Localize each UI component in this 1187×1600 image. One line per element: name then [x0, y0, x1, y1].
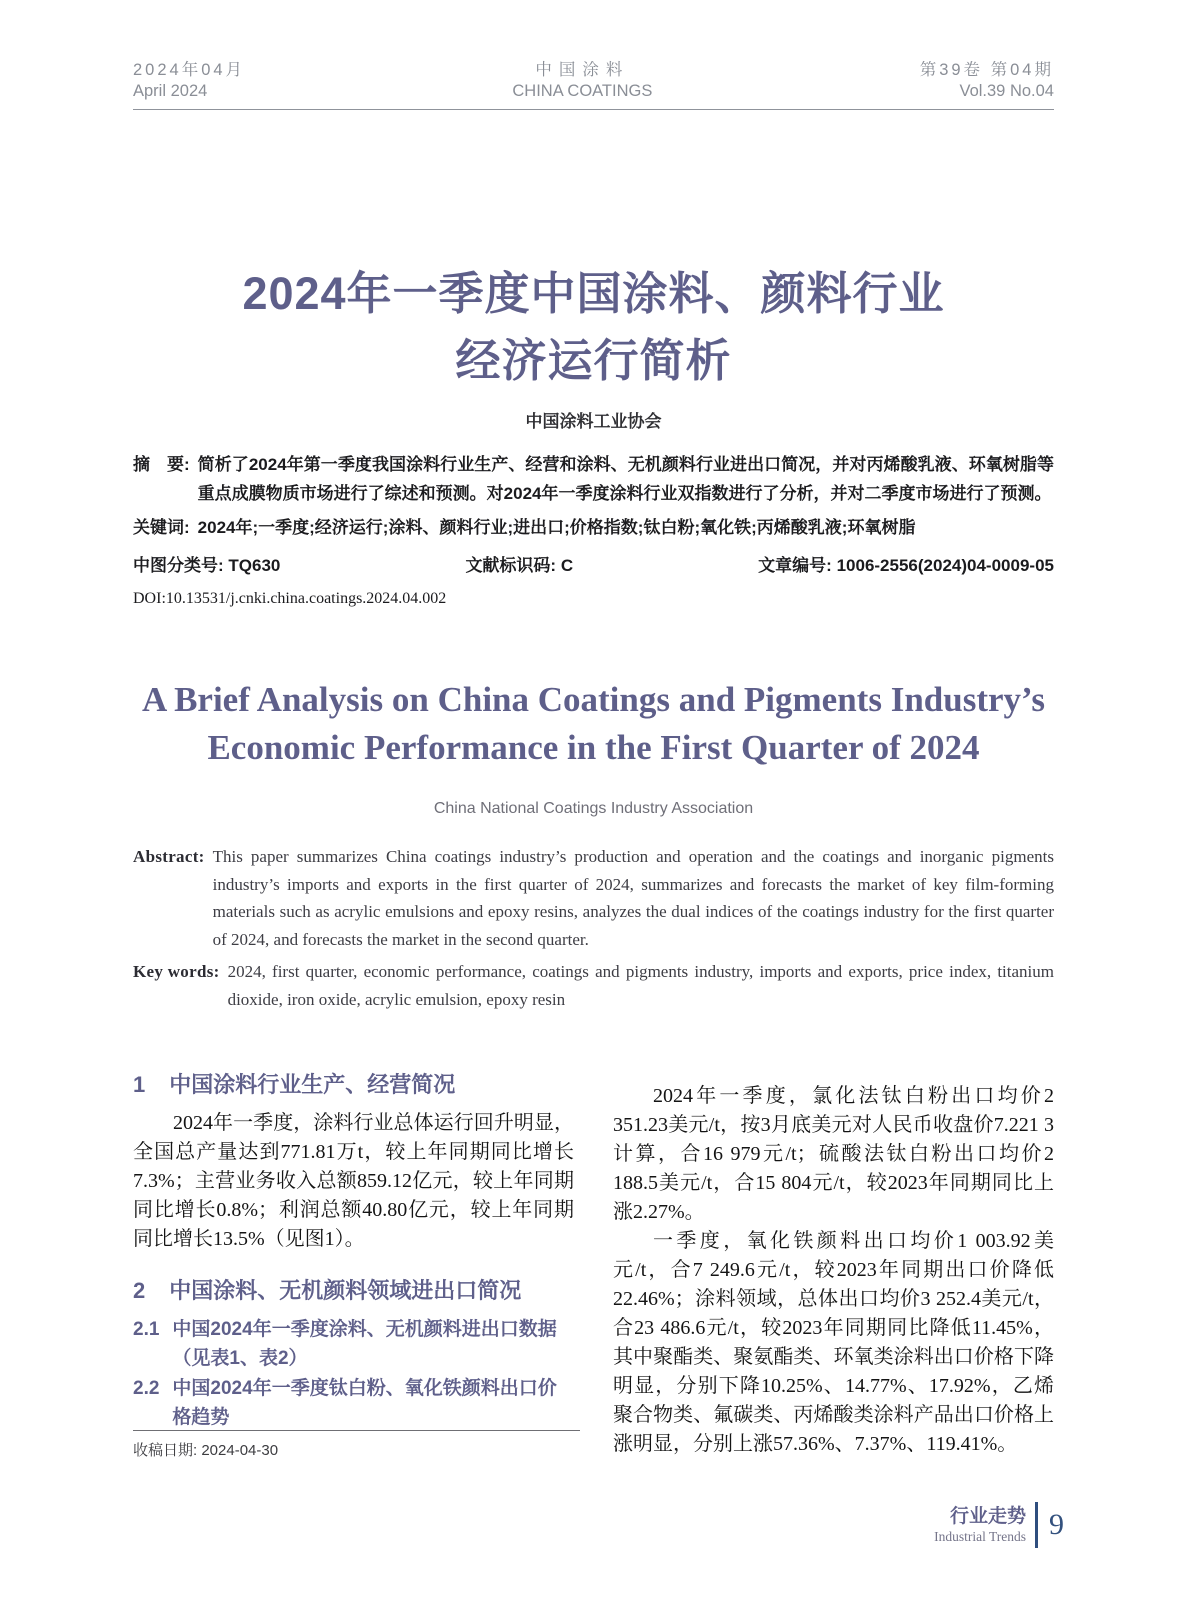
article-title-en-line1: A Brief Analysis on China Coatings and Pigments Industry’s — [141, 680, 1046, 719]
abstract-en-text: This paper summarizes China coatings industry’s production and operation and the coatings and inorganic pigments industry’s imports and exports in the first quarter of 2024, summarizes and forecasts the market of key film-forming materials such as acrylic emulsions and epoxy resins, analyzes the dual indices of the coatings industry for the first quarter of 2024, and forecasts the market in the second quarter. — [212, 847, 1054, 949]
keywords-cn-text: 2024年;一季度;经济运行;涂料、颜料行业;进出口;价格指数;钛白粉;氧化铁;丙烯酸乳液;环氧树脂 — [197, 518, 916, 537]
abstract-en-label: Abstract: — [133, 847, 205, 866]
article-title-cn-line2: 经济运行简析 — [455, 335, 732, 386]
author-en: China National Coatings Industry Association — [433, 800, 754, 817]
page-number: 9 — [1049, 1508, 1064, 1541]
section-2-heading — [133, 1276, 574, 1306]
section-2-1-number: 2.1 — [133, 1319, 160, 1340]
doi: DOI:10.13531/j.cnki.china.coatings.2024.04.002 — [133, 590, 447, 607]
article-number — [758, 555, 1054, 577]
section-1-heading — [133, 1070, 574, 1100]
column-tag-en: Industrial Trends — [934, 1528, 1026, 1544]
section-1-paragraph: 2024年一季度，涂料行业总体运行回升明显，全国总产量达到771.81万t，较上年同期同比增长7.3%；主营业务收入总额859.12亿元，较上年同期同比增长0.8%；利润总额40.80亿元，较上年同期同比增长13.5%（见图1）。 — [133, 1112, 574, 1250]
clc-value: TQ630 — [228, 556, 281, 575]
article-title-cn-line1: 2024年一季度中国涂料、颜料行业 — [242, 268, 945, 319]
section-2-number: 2 — [133, 1278, 146, 1303]
journal-name-block — [512, 60, 652, 102]
body-left-column — [133, 1062, 574, 1459]
abstract-cn — [133, 450, 1054, 508]
abstract-en — [133, 843, 1054, 953]
page-footer — [934, 1502, 1064, 1548]
keywords-cn — [133, 513, 1054, 542]
right-paragraph-2: 一季度，氧化铁颜料出口均价1 003.92美元/t，合7 249.6元/t，较2023年同期出口价降低22.46%；涂料领域，总体出口均价3 252.4美元/t，合23 486.6元/t，较2023年同期同比降低11.45%，其中聚酯类、聚氨酯类、环氧类涂料出口价格下降明显，分别下降10.25%、14.77%、17.92%，乙烯聚合物类、氟碳类、丙烯酸类涂料产品出口价格上涨明显，分别上涨57.36%、7.37%、119.41%。 — [613, 1230, 1054, 1455]
section-1-number: 1 — [133, 1072, 146, 1097]
section-2-1-heading — [133, 1315, 574, 1373]
document-code — [465, 555, 573, 577]
issue-date-cn: 2024年04月 — [133, 61, 246, 79]
document-code-value: C — [560, 556, 574, 575]
article-body — [133, 1062, 1054, 1459]
meta-block-en — [133, 843, 1054, 1013]
volume-issue-en: Vol.39 No.04 — [959, 82, 1054, 100]
journal-name-cn: 中国涂料 — [535, 61, 630, 79]
volume-issue-block — [920, 60, 1054, 102]
document-code-label: 文献标识码: — [465, 556, 557, 575]
abstract-cn-text: 简析了2024年第一季度我国涂料行业生产、经营和涂料、无机颜料行业进出口简况，并对丙烯酸乳液、环氧树脂等重点成膜物质市场进行了综述和预测。对2024年一季度涂料行业双指数进行了分析，并对二季度市场进行了预测。 — [197, 455, 1054, 503]
section-2-2-title: 中国2024年一季度钛白粉、氧化铁颜料出口价格趋势 — [172, 1378, 557, 1428]
journal-name-en: CHINA COATINGS — [512, 82, 653, 100]
section-2-title: 中国涂料、无机颜料领域进出口简况 — [169, 1278, 522, 1303]
author-cn: 中国涂料工业协会 — [525, 412, 662, 431]
keywords-en — [133, 958, 1054, 1013]
clc-label: 中图分类号: — [133, 556, 224, 575]
section-1-title: 中国涂料行业生产、经营简况 — [169, 1072, 456, 1097]
volume-issue-cn: 第39卷 第04期 — [919, 61, 1054, 79]
classification-row — [133, 555, 1054, 577]
keywords-en-text: 2024, first quarter, economic performance, coatings and pigments industry, imports and exports, price index, titanium dioxide, iron oxide, acrylic emulsion, epoxy resin — [227, 962, 1054, 1009]
running-head — [133, 60, 1054, 110]
article-title-cn — [0, 260, 1187, 394]
column-tag-cn: 行业走势 — [949, 1505, 1026, 1527]
abstract-cn-label: 摘 要: — [133, 455, 190, 474]
article-title-en-line2: Economic Performance in the First Quarter of 2024 — [207, 728, 980, 767]
column-tag — [934, 1506, 1026, 1545]
article-number-label: 文章编号: — [758, 556, 832, 575]
section-2-2-number: 2.2 — [133, 1378, 160, 1399]
footer-divider-bar — [1035, 1502, 1038, 1548]
article-title-en — [0, 676, 1187, 772]
meta-block-cn — [133, 450, 1054, 608]
section-2-1-title: 中国2024年一季度涂料、无机颜料进出口数据（见表1、表2） — [172, 1319, 557, 1369]
section-2-2-heading — [133, 1374, 574, 1432]
clc-number — [133, 555, 280, 577]
body-right-column — [613, 1062, 1054, 1459]
right-paragraph-1: 2024年一季度，氯化法钛白粉出口均价2 351.23美元/t，按3月底美元对人民币收盘价7.221 3计算，合16 979元/t；硫酸法钛白粉出口均价2 188.5美元/t，合15 804元/t，较2023年同期同比上涨2.27%。 — [613, 1085, 1054, 1223]
issue-date-block — [133, 60, 245, 102]
article-number-value: 1006-2556(2024)04-0009-05 — [836, 556, 1054, 575]
keywords-cn-label: 关键词: — [133, 518, 190, 537]
keywords-en-label: Key words: — [133, 962, 220, 981]
received-date: 收稿日期: 2024-04-30 — [133, 1430, 580, 1460]
issue-date-en: April 2024 — [133, 82, 208, 100]
